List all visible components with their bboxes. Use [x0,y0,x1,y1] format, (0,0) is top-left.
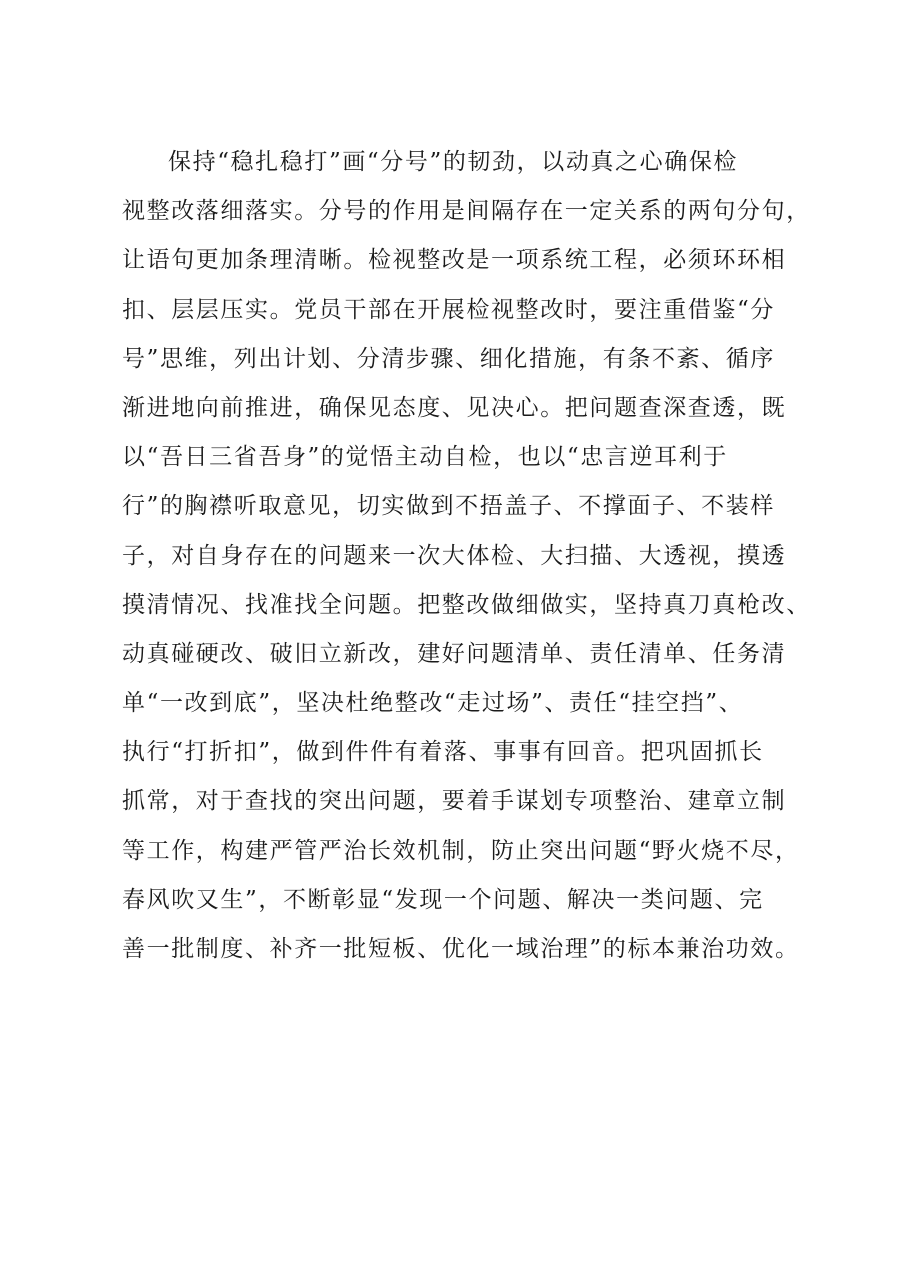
paragraph-line: 保持“稳扎稳打”画“分号”的韧劲，以动真之心确保检 [168,149,739,175]
paragraph-line: 执行“打折扣”，做到件件有着落、事事有回音。把巩固抓长 [122,739,764,766]
paragraph-line: 子，对自身存在的问题来一次大体检、大扫描、大透视，摸透 [122,542,787,569]
paragraph-line: 摸清情况、找准找全问题。把整改做细做实，坚持真刀真枪改、 [122,591,811,618]
paragraph-line: 号”思维，列出计划、分清步骤、细化措施，有条不紊、循序 [122,345,775,372]
paragraph-line: 春风吹又生”，不断彰显“发现一个问题、解决一类问题、完 [122,886,764,913]
paragraph-line: 视整改落细落实。分号的作用是间隔存在一定关系的两句分句， [122,198,811,225]
paragraph-line: 以“吾日三省吾身”的觉悟主动自检，也以“忠言逆耳利于 [122,444,728,471]
paragraph-line: 让语句更加条理清晰。检视整改是一项系统工程，必须环环相 [122,247,787,274]
paragraph-line: 扣、层层压实。党员干部在开展检视整改时，要注重借鉴“分 [122,296,775,323]
paragraph-line: 动真碰硬改、破旧立新改，建好问题清单、责任清单、任务清 [122,640,787,667]
paragraph-line: 单“一改到底”，坚决杜绝整改“走过场”、责任“挂空挡”、 [122,690,744,717]
paragraph-line: 等工作，构建严管严治长效机制，防止突出问题“野火烧不尽， [122,837,800,864]
paragraph-line: 善一批制度、补齐一批短板、优化一域治理”的标本兼治功效。 [122,936,800,962]
paragraph-line: 渐进地向前推进，确保见态度、见决心。把问题查深查透，既 [122,394,787,421]
paragraph-line: 行”的胸襟听取意见，切实做到不捂盖子、不撑面子、不装样 [122,493,775,520]
paragraph-line: 抓常，对于查找的突出问题，要着手谋划专项整治、建章立制 [122,788,787,815]
body-paragraph [122,138,822,974]
